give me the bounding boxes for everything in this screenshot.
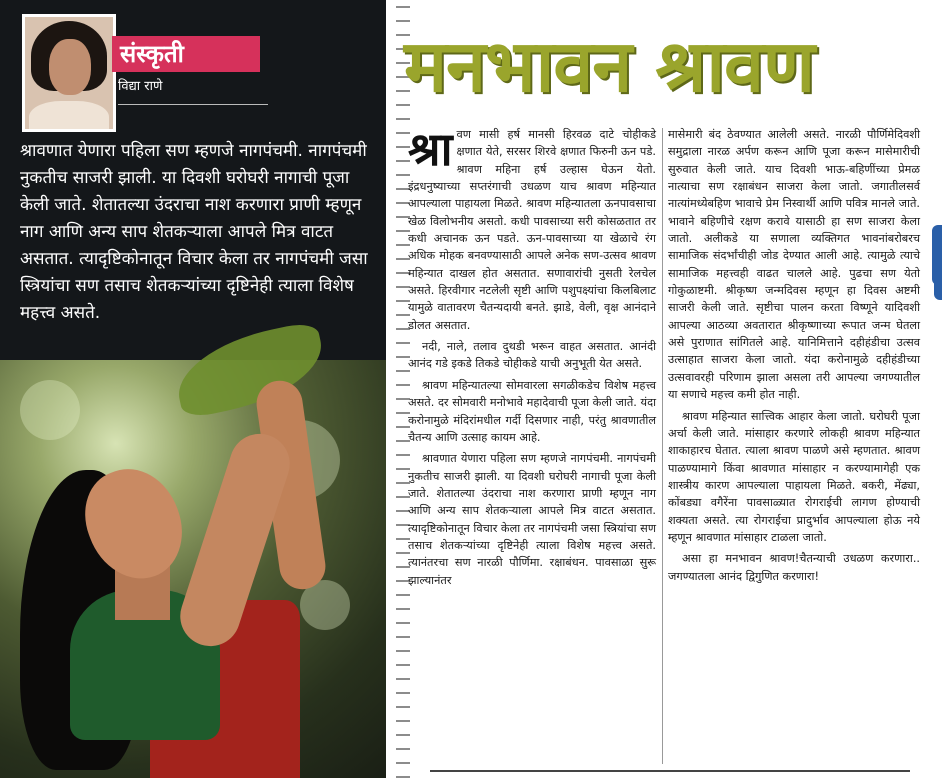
author-avatar (22, 14, 116, 132)
intro-text: श्रावणात येणारा पहिला सण म्हणजे नागपंचमी. नागपंचमी नुकतीच साजरी झाली. या दिवशी घरोघरी नागाची पूजा केली जाते. शेतातल्या उंदराचा नाश करणारा प्राणी म्हणून नाग आणि अन्य साप शेतकऱ्याला आपले मित्र वाटत असतात. त्यादृष्टिकोनातून विचार केला तर नागपंचमी जसा स्त्रियांचा सण तसाच शेतकऱ्यांच्या दृष्टिनेही त्याला विशेष महत्त्व असते. (20, 141, 368, 323)
article-column-1 (408, 122, 656, 593)
author-divider (118, 104, 268, 105)
column-separator (662, 128, 663, 764)
article-column-2 (668, 126, 920, 589)
paragraph-text: वण मासी हर्ष मानसी हिरवळ दाटे चोहीकडे क्षणात येते, सरसर शिरवे क्षणात फिरुनी ऊन पडे. श्रावण महिना हर्ष उल्हास घेऊन येतो. इंद्रधनुष्याच्या सप्तरंगाची उधळण याच श्रावण महिन्यात आपल्याला पाहायला मिळते. श्रावण महिन्यातला ऊनपावसाचा खेळ विलोभनीय असतो. कधी पावसाच्या सरी कोसळतात तर कधी अचानक ऊन पडते. ऊन-पावसाच्या या खेळाचे रंग अधिक मोहक बनवण्यासाठी आपले अनेक सण-उत्सव श्रावण महिन्यात दाखल होत असतात. सणावारांची नुसती रेलचेल असते. हिरवीगार नटलेली सृष्टी आणि पशुपक्ष्यांचा किलबिलाट यामुळे वातावरण चैतन्यदायी बनते. झाडे, वेली, वृक्ष आनंदाने डोलत असतात. (408, 128, 656, 332)
author-name: विद्या राणे (118, 79, 163, 94)
section-label: संस्कृती (112, 36, 260, 72)
paragraph: असा हा मनभावन श्रावण!चैतन्याची उधळण करणारा.. जगण्यातला आनंद द्विगुणित करणारा! (668, 552, 920, 583)
article-panel (400, 0, 942, 778)
paragraph: श्रावणात येणारा पहिला सण म्हणजे नागपंचमी. नागपंचमी नुकतीच साजरी झाली. या दिवशी घरोघरी नागाची पूजा केली जाते. शेतातल्या उंदराचा नाश करणारा प्राणी म्हणून नाग आणि अन्य साप शेतकऱ्याला आपले मित्र वाटत असतात. त्यादृष्टिकोनातून विचार केला तर नागपंचमी जसा स्त्रियांचा सण तसाच शेतकऱ्यांच्या दृष्टिनेही त्याला विशेष महत्त्व असते. त्यानंतरचा सण नारळी पौर्णिमा. रक्षाबंधन. पावसाळा सुरू झाल्यानंतर (408, 452, 656, 587)
paragraph: मासेमारी बंद ठेवण्यात आलेली असते. नारळी पौर्णिमेदिवशी समुद्राला नारळ अर्पण करून आणि पूजा करून मासेमारीची सुरुवात केली जाते. याच दिवशी भाऊ-बहिणींच्या प्रेमळ नात्याचा सण रक्षाबंधन साजरा केला जातो. जगातीलसर्व नात्यांमध्येबहिण भावाचे प्रेम निस्वार्थी आणि पवित्र मानले जाते. भावाने बहिणीचे रक्षण करावे यासाठी हा सण साजरा केला जातो. अलीकडे या सणाला व्यक्तिगत भावनांबरोबरच सामाजिक संदर्भांचीही जोड देण्यात आली आहे. त्यामुळे त्याचे सामाजिक महत्त्वही वाढत चालले आहे. पुढचा सण येतो गोकुळाष्टमी. श्रीकृष्ण जन्मदिवस म्हणून हा दिवस अष्टमी साजरी केली जाते. सृष्टीचा पालन करता विष्णूने यादिवशी आपल्या आठव्या अवतारात श्रीकृष्णाच्या रूपात जन्म घेतला असे पुराणात सांगितले आहे. यानिमित्ताने दहीहंडीचा उत्सव उत्साहात साजरा केला जातो. यंदा करोनामुळे दहीहंडीच्या उत्सवावरही परिणाम झाला असला तरी आपल्या जगण्यातील या सणाचे महत्त्व कमी होत नाही. (668, 128, 920, 402)
paragraph: श्रावण महिन्यातल्या सोमवारला सगळीकडेच विशेष महत्त्व असते. दर सोमवारी मनोभावे महादेवाची पूजा केली जाते. यंदा करोनामुळे मंदिरांमधील गर्दी दिसणार नाही, परंतु श्रावणातील चैतन्य आणि उत्साह कायम आहे. (408, 378, 656, 444)
paragraph (408, 122, 656, 334)
dropcap: श्रा (408, 122, 453, 176)
edge-decoration (934, 270, 942, 300)
paragraph: श्रावण महिन्यात सात्त्विक आहार केला जातो. घरोघरी पूजा अर्चा केली जाते. मांसाहार करणारे लोकही श्रावण महिन्यात शाकाहारच घेतात. त्याला श्रावण पाळणे असे म्हणतात. श्रावण पाळण्यामागे किंवा श्रावणात मांसाहार न करण्यामागेही एक शास्त्रीय कारण आपल्याला पाहायला मिळते. बकरी, मेंढ्या, कोंबड्या वगैरेंना पावसाळ्यात रोगराईची लागण होण्याची शक्यता असते. त्या रोगराईचा प्रादुर्भाव आपल्याला होऊ नये म्हणून श्रावणात मांसाहार टाळला जातो. (668, 409, 920, 544)
article-headline: मनभावन श्रावण (404, 24, 815, 108)
bottom-rule (430, 770, 910, 772)
paragraph: नदी, नाले, तलाव दुथडी भरून वाहत असतात. आनंदी आनंद गडे इकडे तिकडे चोहीकडे याची अनुभूती येत असते. (408, 340, 656, 371)
sidebar-panel (0, 0, 386, 778)
